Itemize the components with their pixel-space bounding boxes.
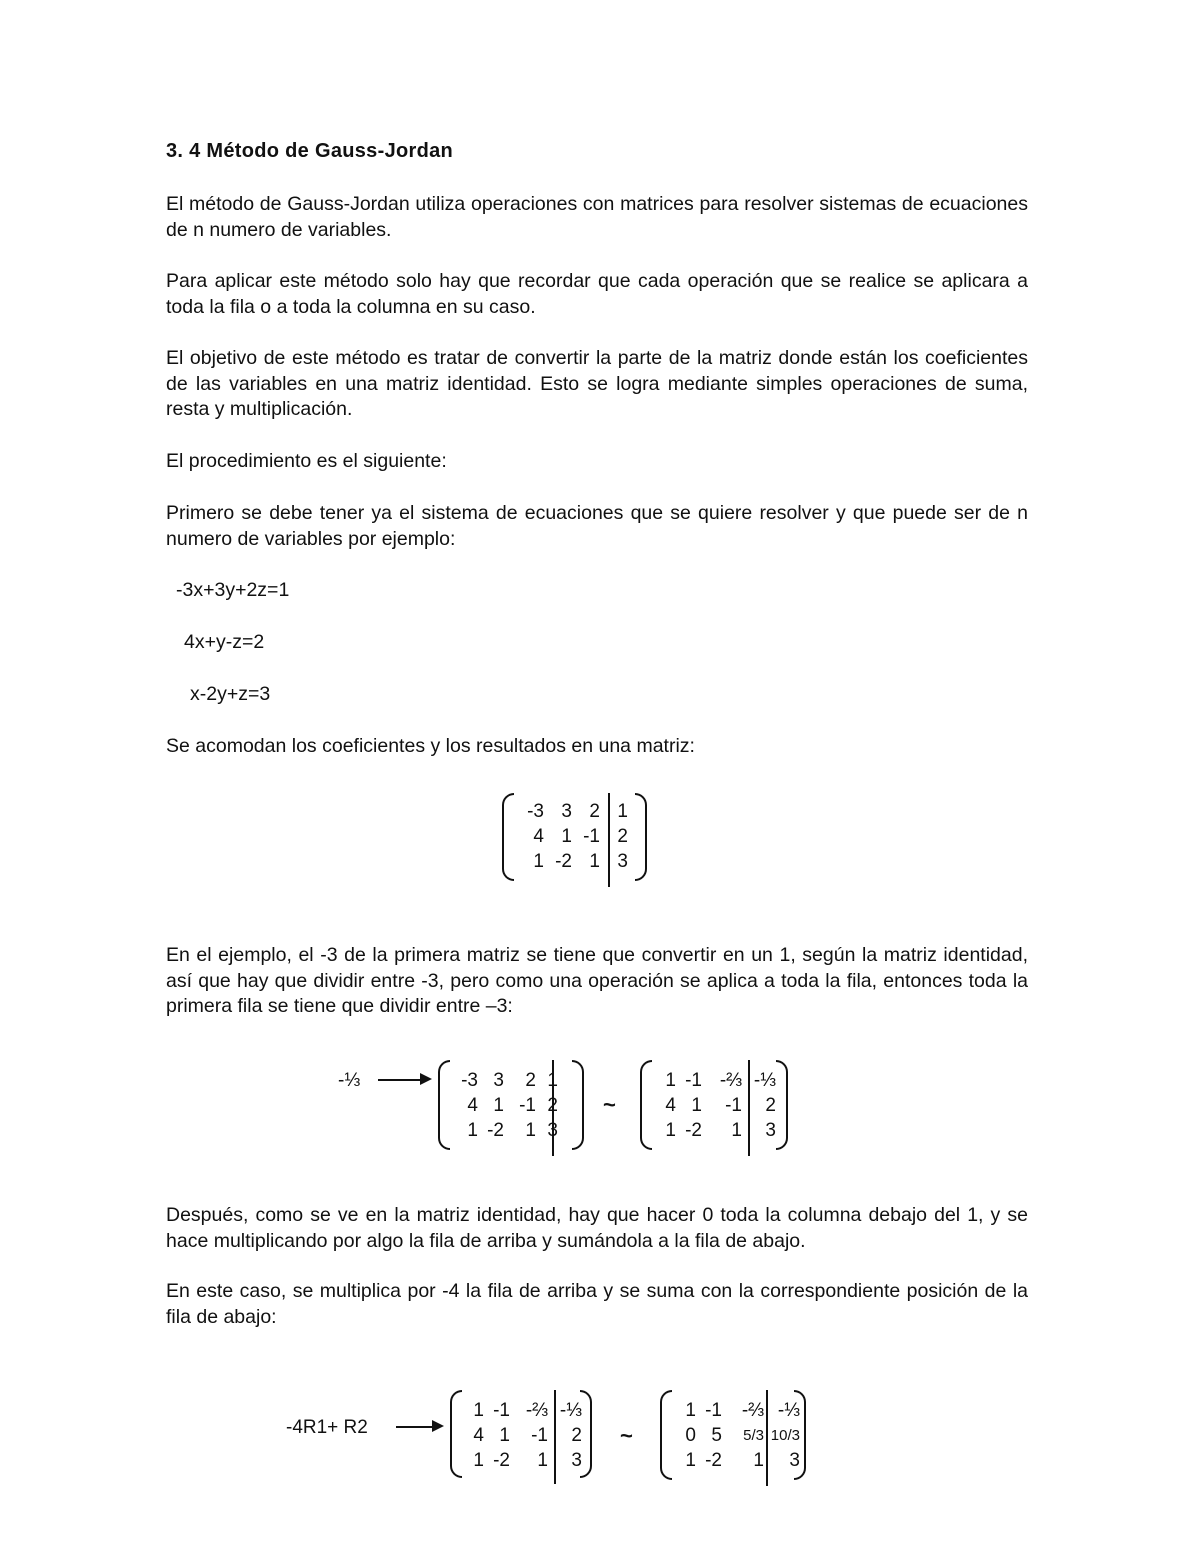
matrix-cell: -1 <box>685 1070 702 1091</box>
matrix-table <box>464 1398 582 1473</box>
right-paren <box>776 1060 788 1150</box>
matrix-cell: 1 <box>691 1095 702 1116</box>
matrix-cell: -1 <box>519 1095 536 1116</box>
paragraph-case: En este caso, se multiplica por -4 la fila de arriba y se suma con la correspondiente posición de la fila de abajo: <box>166 1280 1028 1328</box>
step2-left-matrix <box>450 1390 592 1478</box>
matrix-cell: 1 <box>525 1120 536 1141</box>
matrix-cell: -1 <box>705 1400 722 1421</box>
matrix-cell: 4 <box>533 826 544 847</box>
paragraph-example: En el ejemplo, el -3 de la primera matriz se tiene que convertir en un 1, según la matriz identidad, así que hay que dividir entre -3, pero como una operación se aplica a toda la fila, entonces toda la primera fila se tiene que dividir entre –3: <box>166 944 1028 1017</box>
matrix-cell: -⅔ <box>525 1400 548 1421</box>
matrix-cell: 0 <box>685 1425 696 1446</box>
matrix-cell: 3 <box>571 1450 582 1471</box>
equation-1: -3x+3y+2z=1 <box>176 579 290 601</box>
matrix-cell: 1 <box>665 1120 676 1141</box>
right-paren <box>572 1060 584 1150</box>
matrix-cell: 1 <box>473 1450 484 1471</box>
matrix-cell: 3 <box>547 1120 558 1141</box>
matrix-table <box>518 799 628 874</box>
matrix-cell: -1 <box>583 826 600 847</box>
matrix-cell: 5/3 <box>743 1427 764 1444</box>
matrix-cell: 1 <box>665 1070 676 1091</box>
left-paren <box>640 1060 652 1150</box>
matrix-cell: 2 <box>547 1095 558 1116</box>
matrix-cell: 1 <box>547 1070 558 1091</box>
matrix-cell: 2 <box>589 801 600 822</box>
arrow-icon <box>378 1079 428 1081</box>
matrix-table <box>456 1068 558 1143</box>
matrix-cell: 3 <box>617 851 628 872</box>
step1-right-matrix <box>640 1060 788 1150</box>
matrix-cell: -1 <box>725 1095 742 1116</box>
matrix-cell: 1 <box>731 1120 742 1141</box>
matrix-cell: -1 <box>531 1425 548 1446</box>
left-paren <box>660 1390 672 1480</box>
matrix-cell: 1 <box>685 1400 696 1421</box>
matrix-cell: -3 <box>527 801 544 822</box>
matrix-cell: 1 <box>753 1450 764 1471</box>
matrix-cell: 3 <box>561 801 572 822</box>
paragraph-objective: El objetivo de este método es tratar de convertir la parte de la matriz donde están los coeficientes de las variables en una matriz identidad. Esto se logra mediante simples operaciones de suma, resta y multiplicación. <box>166 347 1028 420</box>
paragraph-procedure: El procedimiento es el siguiente: <box>166 450 447 472</box>
matrix-cell: -2 <box>487 1120 504 1141</box>
operation-label-2: -4R1+ R2 <box>286 1417 368 1438</box>
matrix-cell: 1 <box>617 801 628 822</box>
matrix-cell: 3 <box>493 1070 504 1091</box>
matrix-cell: -3 <box>461 1070 478 1091</box>
matrix-cell: 1 <box>467 1120 478 1141</box>
matrix-cell: 2 <box>525 1070 536 1091</box>
matrix-cell: -2 <box>685 1120 702 1141</box>
paragraph-after: Después, como se ve en la matriz identidad, hay que hacer 0 toda la columna debajo del 1, y se hace multiplicando por algo la fila de arriba y sumándola a la fila de abajo. <box>166 1204 1028 1252</box>
left-paren <box>502 793 514 881</box>
arrow-icon <box>396 1426 440 1428</box>
right-paren <box>635 793 647 881</box>
matrix-cell: 1 <box>533 851 544 872</box>
matrix-cell: 1 <box>473 1400 484 1421</box>
paragraph-apply: Para aplicar este método solo hay que recordar que cada operación que se realice se aplicara a toda la fila o a toda la columna en su caso. <box>166 270 1028 318</box>
matrix-cell: 1 <box>685 1450 696 1471</box>
matrix-cell: 4 <box>473 1425 484 1446</box>
matrix-table <box>676 1398 800 1473</box>
equation-2: 4x+y-z=2 <box>184 631 265 653</box>
matrix-cell: -2 <box>555 851 572 872</box>
matrix-cell: 1 <box>493 1095 504 1116</box>
matrix-cell: 2 <box>571 1425 582 1446</box>
matrix-cell: 1 <box>561 826 572 847</box>
step1-left-matrix <box>438 1060 584 1150</box>
matrix-cell: -1 <box>493 1400 510 1421</box>
matrix-cell: 1 <box>589 851 600 872</box>
matrix-cell: -⅓ <box>777 1400 800 1421</box>
matrix-cell: -2 <box>493 1450 510 1471</box>
operation-label-1: -⅓ <box>338 1070 361 1091</box>
matrix-cell: 10/3 <box>770 1427 800 1444</box>
augmented-matrix <box>502 793 647 881</box>
matrix-cell: -⅓ <box>559 1400 582 1421</box>
matrix-cell: 2 <box>765 1095 776 1116</box>
matrix-cell: -2 <box>705 1450 722 1471</box>
matrix-cell: -⅔ <box>741 1400 764 1421</box>
matrix-cell: 1 <box>499 1425 510 1446</box>
paragraph-arrange: Se acomodan los coeficientes y los resultados en una matriz: <box>166 735 695 757</box>
left-paren <box>450 1390 462 1478</box>
matrix-cell: 3 <box>789 1450 800 1471</box>
left-paren <box>438 1060 450 1150</box>
paragraph-first-step: Primero se debe tener ya el sistema de ecuaciones que se quiere resolver y que puede ser de n numero de variables por ejemplo: <box>166 502 1028 550</box>
matrix-cell: 4 <box>467 1095 478 1116</box>
paragraph-intro: El método de Gauss-Jordan utiliza operaciones con matrices para resolver sistemas de ecuaciones de n numero de variables. <box>166 193 1028 241</box>
matrix-cell: 4 <box>665 1095 676 1116</box>
step2-right-matrix <box>660 1390 806 1480</box>
equivalence-symbol: ~ <box>620 1423 633 1448</box>
equation-3: x-2y+z=3 <box>190 683 271 705</box>
matrix-cell: 1 <box>537 1450 548 1471</box>
matrix-cell: 2 <box>617 826 628 847</box>
matrix-cell: -⅔ <box>719 1070 742 1091</box>
section-title: 3. 4 Método de Gauss-Jordan <box>166 140 454 162</box>
matrix-cell: 3 <box>765 1120 776 1141</box>
matrix-table <box>652 1068 776 1143</box>
matrix-cell: 5 <box>711 1425 722 1446</box>
matrix-cell: -⅓ <box>753 1070 776 1091</box>
equivalence-symbol: ~ <box>603 1092 616 1117</box>
